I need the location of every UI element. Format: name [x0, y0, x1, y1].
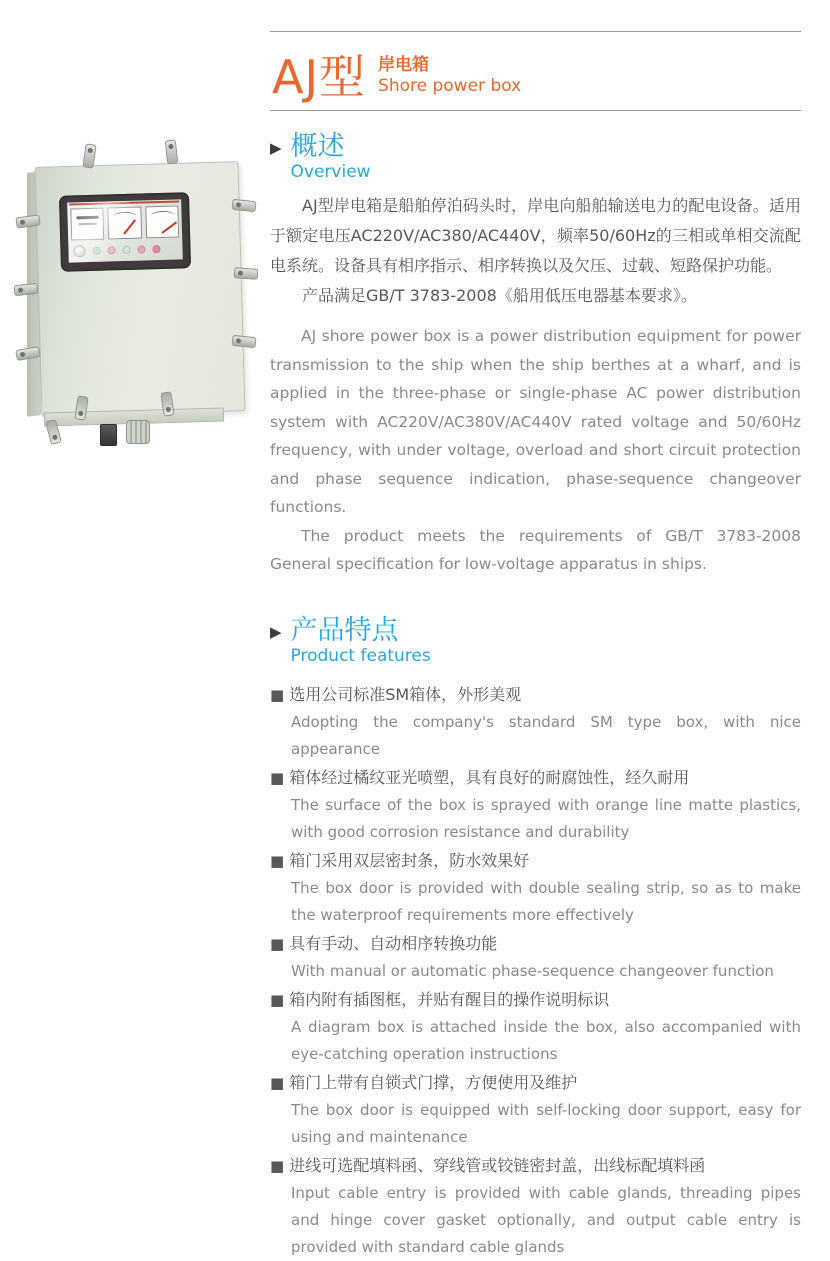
feature-zh — [270, 1152, 801, 1180]
indicator-light — [152, 245, 160, 253]
bullet-square-icon: ■ — [270, 1157, 285, 1176]
feature-zh-text: 箱门采用双层密封条，防水效果好 — [289, 851, 530, 871]
product-model-title: AJ型 — [272, 50, 367, 105]
cable-gland — [126, 420, 150, 444]
box-window — [59, 192, 191, 272]
features-heading — [270, 614, 801, 667]
feature-list — [270, 681, 801, 1261]
feature-en: A diagram box is attached inside the box, also accompanied with eye-catching operation instructions — [291, 1018, 801, 1064]
features-title-en: Product features — [290, 646, 431, 667]
overview-zh-paragraph: 产品满足GB/T 3783-2008《船用低压电器基本要求》。 — [302, 286, 697, 306]
latch-clamp-icon — [234, 267, 259, 280]
feature-item — [270, 986, 801, 1068]
feature-item — [270, 847, 801, 929]
overview-zh-body — [270, 191, 801, 311]
bullet-square-icon: ■ — [270, 852, 285, 871]
content-column — [270, 0, 801, 1261]
feature-zh-text: 箱门上带有自锁式门撑，方便使用及维护 — [289, 1073, 578, 1093]
divider — [270, 110, 801, 111]
feature-zh-text: 箱内附有插图框，并贴有醒目的操作说明标识 — [289, 990, 610, 1010]
feature-en: The box door is provided with double sealing strip, so as to make the waterproof requirements more effectively — [291, 879, 801, 925]
feature-zh — [270, 986, 801, 1014]
bullet-square-icon: ■ — [270, 769, 285, 788]
window-glass — [67, 199, 183, 262]
bullet-square-icon: ■ — [270, 991, 285, 1010]
feature-item — [270, 1069, 801, 1151]
overview-en-paragraph: The product meets the requirements of GB/T 3783-2008 General specification for low-voltage apparatus in ships. — [270, 526, 801, 574]
latch-clamp-icon — [231, 335, 256, 348]
feature-zh — [270, 764, 801, 792]
bullet-square-icon: ■ — [270, 1074, 285, 1093]
bullet-square-icon: ■ — [270, 686, 285, 705]
indicator-light — [122, 246, 130, 254]
triangle-marker-icon: ▶ — [270, 139, 282, 157]
feature-en: Input cable entry is provided with cable glands, threading pipes and hinge cover gasket optionally, and output cable entry is provided with standard cable glands — [291, 1184, 801, 1257]
overview-heading-text — [291, 133, 371, 182]
features-section — [270, 614, 801, 1261]
product-name-zh: 岸电箱 — [378, 54, 430, 75]
feature-item — [270, 681, 801, 763]
overview-title-en: Overview — [290, 162, 371, 183]
feature-zh — [270, 681, 801, 709]
latch-clamp-icon — [165, 139, 178, 164]
features-heading-text — [290, 614, 431, 667]
product-title-block — [270, 32, 801, 110]
feature-zh — [270, 930, 801, 958]
overview-title-zh: 概述 — [290, 131, 345, 162]
product-photo — [14, 138, 264, 454]
overview-en-paragraph: AJ shore power box is a power distribution equipment for power transmission to the ship when the ship berthes at a wharf, and is applied in the three-phase or single-phase AC power distribution system with AC220V/AC380V/AC440V rated voltage and 50/60Hz frequency, with under voltage, overload and short circuit protection and phase sequence indication, phase-sequence changeover functions. — [270, 327, 801, 517]
indicator-light — [137, 245, 145, 253]
latch-clamp-icon — [231, 199, 256, 212]
feature-zh-text: 选用公司标准SM箱体，外形美观 — [289, 685, 522, 705]
cable-gland — [100, 424, 117, 446]
ammeter-gauge — [145, 206, 179, 239]
overview-zh-paragraph: AJ型岸电箱是船舶停泊码头时，岸电向船舶输送电力的配电设备。适用于额定电压AC220V/AC380/AC440V，频率50/60Hz的三相或单相交流配电系统。设备具有相序指示、相序转换以及欠压、过载、短路保护功能。 — [270, 196, 801, 276]
feature-zh — [270, 847, 801, 875]
feature-item — [270, 764, 801, 846]
meter-needle — [161, 221, 177, 233]
feature-zh-text: 具有手动、自动相序转换功能 — [289, 934, 498, 954]
feature-en: Adopting the company's standard SM type box, with nice appearance — [291, 713, 801, 759]
bullet-square-icon: ■ — [270, 935, 285, 954]
product-name-en: Shore power box — [378, 75, 522, 96]
feature-item — [270, 930, 801, 985]
meter-arc — [150, 211, 174, 222]
feature-zh-text: 进线可选配填料函、穿线管或铰链密封盖，出线标配填料函 — [289, 1156, 706, 1176]
overview-heading — [270, 133, 801, 182]
overview-en-body — [270, 322, 801, 579]
feature-item — [270, 1152, 801, 1261]
feature-zh — [270, 1069, 801, 1097]
feature-en: With manual or automatic phase-sequence changeover function — [291, 962, 774, 981]
features-title-zh: 产品特点 — [290, 614, 399, 646]
feature-en: The box door is equipped with self-locking door support, easy for using and maintenance — [291, 1101, 801, 1147]
feature-en: The surface of the box is sprayed with orange line matte plastics, with good corrosion resistance and durability — [291, 796, 801, 842]
overview-section — [270, 133, 801, 579]
feature-zh-text: 箱体经过橘纹亚光喷塑，具有良好的耐腐蚀性，经久耐用 — [289, 768, 690, 788]
triangle-marker-icon: ▶ — [270, 622, 282, 641]
product-subtitle-block — [378, 55, 521, 101]
